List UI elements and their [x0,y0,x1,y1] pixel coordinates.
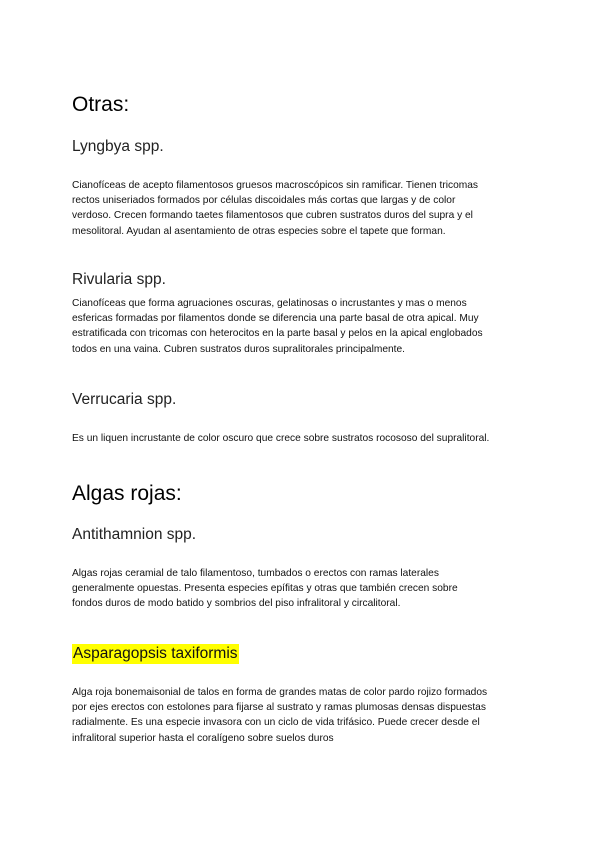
section-heading-otras: Otras: [72,93,130,116]
text-line: Es un liquen incrustante de color oscuro que crece sobre sustratos rocososo del supralitoral. [72,433,490,444]
text-line: generalmente opuestas. Presenta especies epífitas y otras que también crecen sobre [72,583,458,595]
text-line: fondos duros de modo batido y sombrios del piso infralitoral y circalitoral. [72,598,401,610]
species-description-lyngbya [72,178,532,239]
text-line: esfericas formadas por filamentos donde se diferencia una parte basal de otra apical. Muy [72,313,479,325]
text-line: radialmente. Es una especie invasora con un ciclo de vida trifásico. Puede crecer desde el [72,717,480,729]
text-line: Cianofíceas de acepto filamentosos gruesos macroscópicos sin ramificar. Tienen tricomas [72,180,478,191]
text-line: rectos uniseriados formados por células discoidales más cortas que largas y de color [72,195,456,207]
species-description-rivularia [72,296,532,357]
text-line: verdoso. Crecen formando taetes filamentosos que cubren sustratos duros del supra y el [72,210,473,222]
text-line: por ejes erectos con estolones para fijarse al sustrato y ramas plumosas densas dispuestas [72,702,486,714]
species-heading-verrucaria: Verrucaria spp. [72,391,177,408]
text-line: estratificada con tricomas con heterocitos en la parte basal y pelos en la apical englobados [72,328,483,340]
text-line: todos en una vaina. Cubren sustratos duros supralitorales principalmente. [72,343,405,355]
text-line: Alga roja bonemaisonial de talos en forma de grandes matas de color pardo rojizo formados [72,687,488,698]
species-heading-asparagopsis: Asparagopsis taxiformis [73,645,238,662]
text-line: Algas rojas ceramial de talo filamentoso, tumbados o erectos con ramas laterales [72,568,439,579]
species-heading-lyngbya: Lyngbya spp. [72,138,164,155]
section-heading-algas-rojas: Algas rojas: [72,482,182,505]
species-description-antithamnion [72,566,532,612]
species-description-verrucaria [72,431,532,446]
text-line: mesolitoral. Ayudan al asentamiento de otras especies sobre el tapete que forman. [72,225,446,237]
species-heading-rivularia: Rivularia spp. [72,271,166,288]
species-description-asparagopsis [72,685,532,746]
text-line: infralitoral superior hasta el coralígeno sobre suelos duros [72,732,334,744]
species-heading-antithamnion: Antithamnion spp. [72,526,197,543]
text-line: Cianofíceas que forma agruaciones oscuras, gelatinosas o incrustantes y mas o menos [72,298,467,309]
